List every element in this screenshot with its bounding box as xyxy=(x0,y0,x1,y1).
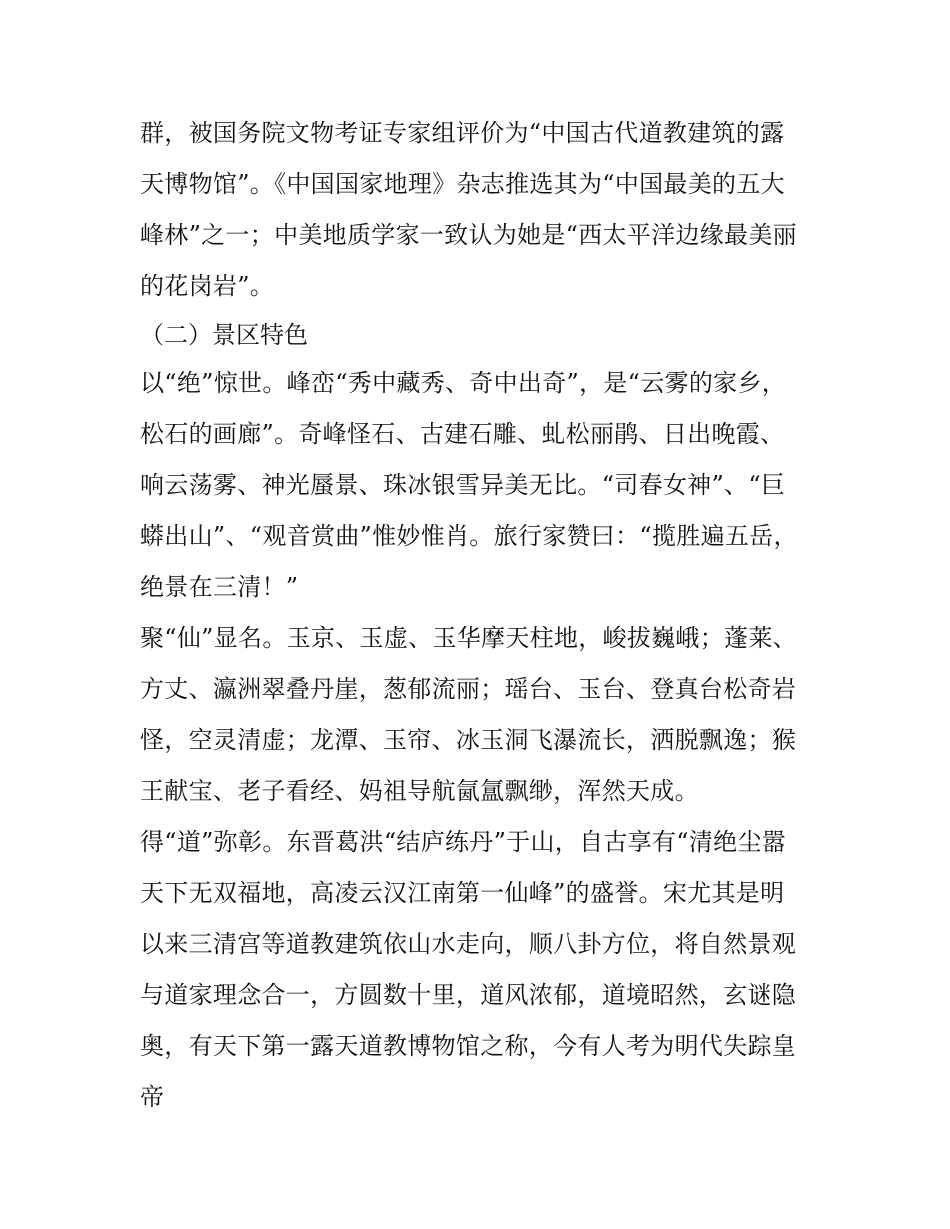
text-line: 以“绝”惊世。峰峦“秀中藏秀、奇中出奇”，是“云雾的家乡， xyxy=(140,369,787,397)
text-line: 松石的画廊”。奇峰怪石、古建石雕、虬松丽鹃、日出晚霞、 xyxy=(140,420,785,448)
text-line: 绝景在三清！” xyxy=(140,573,299,601)
text-line: 的花岗岩”。 xyxy=(140,272,275,300)
text-line: 蟒出山”、“观音赏曲”惟妙惟肖。旅行家赞曰：“揽胜遍五岳， xyxy=(140,522,798,550)
text-line: 怪，空灵清虚；龙潭、玉帘、冰玉洞飞瀑流长，洒脱飘逸；猴 xyxy=(140,726,797,754)
text-line: 以来三清宫等道教建筑依山水走向，顺八卦方位，将自然景观 xyxy=(140,930,797,958)
text-line: 群，被国务院文物考证专家组评价为“中国古代道教建筑的露 xyxy=(140,119,785,147)
text-line: 得“道”弥彰。东晋葛洪“结庐练丹”于山，自古享有“清绝尘嚣 xyxy=(140,828,787,856)
text-line: 奥，有天下第一露天道教博物馆之称，今有人考为明代失踪皇 xyxy=(140,1032,797,1060)
paragraph-dao xyxy=(140,817,830,1123)
text-line: 与道家理念合一，方圆数十里，道风浓郁，道境昭然，玄谜隐 xyxy=(140,981,797,1009)
document-body xyxy=(140,108,830,1123)
text-line: 响云荡雾、神光蜃景、珠冰银雪异美无比。“司春女神”、“巨 xyxy=(140,471,786,499)
paragraph-jue xyxy=(140,358,830,613)
text-line: 王献宝、老子看经、妈祖导航氤氲飘缈，浑然天成。 xyxy=(140,777,699,805)
text-line: 天下无双福地，高凌云汉江南第一仙峰”的盛誉。宋尤其是明 xyxy=(140,879,785,907)
text-line: 方丈、瀛洲翠叠丹崖，葱郁流丽；瑶台、玉台、登真台松奇岩 xyxy=(140,675,797,703)
text-line: 帝 xyxy=(140,1083,165,1111)
paragraph-xian xyxy=(140,613,830,817)
text-line: 天博物馆”。《中国国家地理》杂志推选其为“中国最美的五大 xyxy=(140,170,785,198)
section-heading: （二）景区特色 xyxy=(140,321,308,349)
paragraph-intro-continued xyxy=(140,108,830,312)
text-line: 峰林”之一；中美地质学家一致认为她是“西太平洋边缘最美丽 xyxy=(140,221,797,249)
text-line: 聚“仙”显名。玉京、玉虚、玉华摩天柱地，峻拔巍峨；蓬莱、 xyxy=(140,624,797,652)
